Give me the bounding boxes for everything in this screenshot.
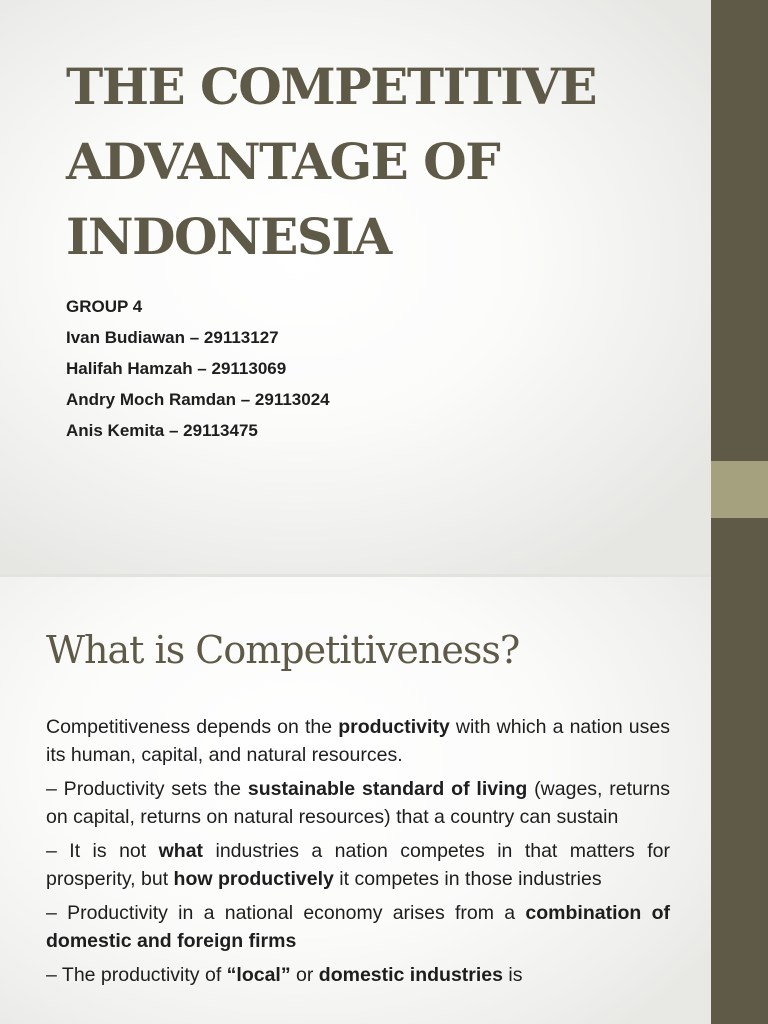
bold-phrase: how productively [173,868,334,890]
bold-phrase: productivity [338,716,450,738]
body-paragraph [46,713,670,769]
text-run: – Productivity in a national economy arises from a [46,902,526,924]
title-line: ADVANTAGE OF [66,132,500,191]
group-member: Ivan Budiawan – 29113127 [66,328,279,347]
group-label: GROUP 4 [66,297,143,316]
bold-phrase: “local” [226,964,291,986]
bold-phrase: combination of domestic and foreign firms [46,902,670,952]
text-run: – Productivity sets the [46,778,248,800]
body-paragraph [46,961,670,989]
title-line: INDONESIA [66,207,391,266]
text-run: with which a nation uses its human, capital, and natural resources. [46,716,670,766]
bold-phrase: domestic industries [318,964,503,986]
text-run: it competes in those industries [333,868,602,890]
bold-phrase: what [158,840,204,862]
text-run: industries a nation competes in that matters for prosperity, but [46,840,670,890]
body-paragraph [46,775,670,831]
slide-title-heading [66,49,596,274]
bold-phrase: sustainable standard of living [247,778,528,800]
side-accent-square [711,461,768,518]
title-line: THE COMPETITIVE [66,57,596,116]
text-run: Competitiveness depends on the [46,716,339,738]
group-member-list [66,291,330,446]
slide-body [46,713,670,995]
group-member: Andry Moch Ramdan – 29113024 [66,390,330,409]
slide-heading: What is Competitiveness? [46,628,520,672]
body-paragraph [46,899,670,955]
text-run: or [290,964,319,986]
text-run: (wages, returns on capital, returns on natural resources) that a country can sustain [46,778,670,828]
body-paragraph [46,837,670,893]
text-run: – The productivity of [46,964,227,986]
group-member: Anis Kemita – 29113475 [66,421,258,440]
group-member: Halifah Hamzah – 29113069 [66,359,287,378]
text-run: – It is not [46,840,159,862]
text-run: is [503,964,523,986]
